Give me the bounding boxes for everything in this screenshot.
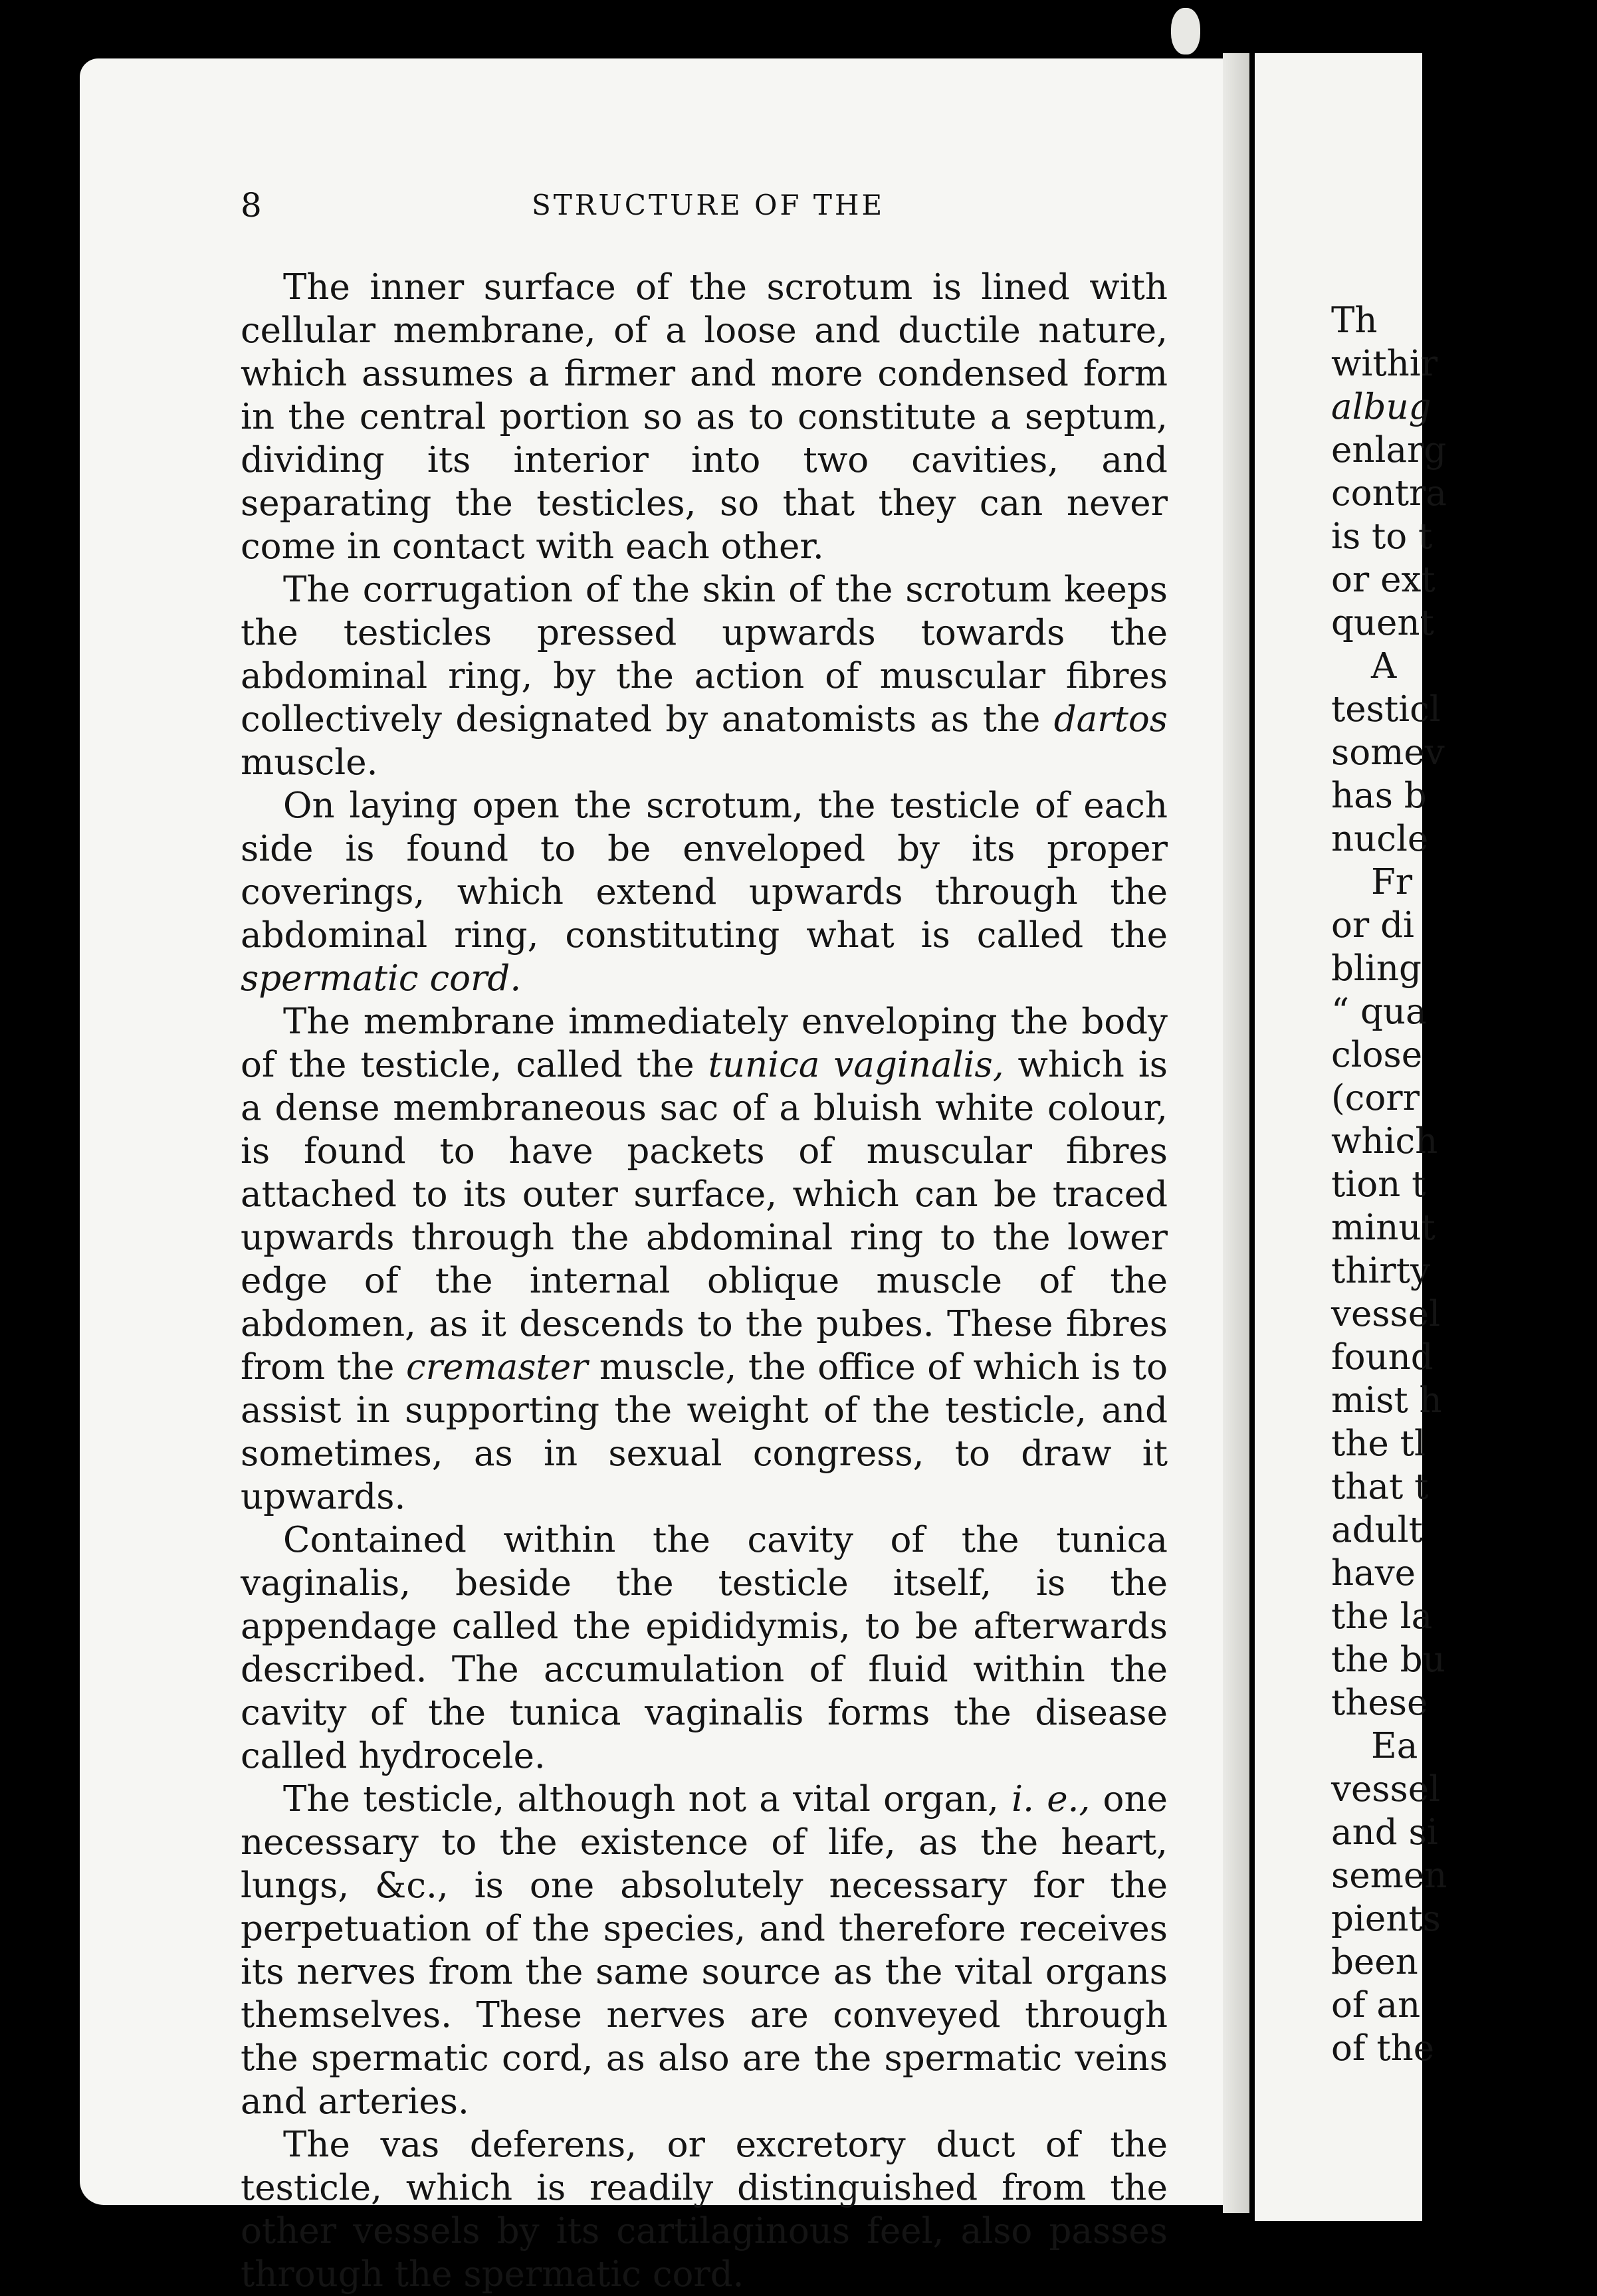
right-page-line: quent — [1331, 603, 1434, 643]
right-page — [1255, 53, 1447, 2221]
paragraph: The vas deferens, or excretory duct of the testicle, which is readily distinguished from the other vessels by its cartilaginous feel, also passes through the spermatic cord. — [241, 2125, 1168, 2295]
right-page-line: bling — [1331, 948, 1422, 989]
right-page-line: the tl — [1331, 1423, 1426, 1464]
paragraph: On laying open the scrotum, the testicle of each side is found to be enveloped by its proper coverings, which extend upwards through the abdominal ring, constituting what is called the spermatic cord. — [241, 785, 1168, 999]
right-page-line: close — [1331, 1035, 1423, 1075]
right-page-line: “ qua — [1331, 991, 1427, 1032]
paragraph: The testicle, although not a vital organ, i. e., one necessary to the existence of life, as the heart, lungs, &c., is one absolutely necessary for the perpetuation of the species, and therefore receives its nerves from the same source as the vital organs themselves. These nerves are conveyed through the spermatic cord, as also are the spermatic veins and arteries. — [241, 1779, 1168, 2122]
ink-blot — [1171, 8, 1200, 54]
right-page-line: or ext — [1331, 560, 1436, 600]
right-page-line: these — [1331, 1683, 1428, 1723]
right-page-line: enlarg — [1331, 430, 1447, 470]
right-page-line: minut — [1331, 1207, 1436, 1248]
right-page-line: which — [1331, 1121, 1438, 1162]
page-fold — [1223, 53, 1249, 2213]
paragraph: Contained within the cavity of the tunica vaginalis, beside the testicle itself, is the appendage called the epididymis, to be afterwards described. The accumulation of fluid within the cavity of the tunica vaginalis forms the disease called hydrocele. — [241, 1520, 1168, 1776]
right-page-text — [1331, 299, 1597, 2070]
right-page-line: somev — [1331, 732, 1445, 773]
body-text — [241, 266, 1168, 2296]
right-page-line: has b — [1331, 776, 1427, 816]
right-page-line: vessel — [1331, 1294, 1441, 1334]
right-page-line: withir — [1331, 344, 1438, 384]
page-number: 8 — [241, 186, 262, 225]
right-page-line: vessel — [1331, 1769, 1441, 1810]
right-page-line: and si — [1331, 1812, 1438, 1853]
right-page-line: mist h — [1331, 1380, 1442, 1421]
right-page-line: semen — [1331, 1855, 1447, 1896]
running-title: STRUCTURE OF THE — [532, 189, 885, 221]
right-page-line: adult — [1331, 1510, 1423, 1550]
right-page-line: Fr — [1371, 862, 1413, 902]
paragraph: The membrane immediately enveloping the body of the testicle, called the tunica vaginalis, which is a dense membraneous sac of a bluish white colour, is found to have packets of muscular fibres attached to its outer surface, which can be traced upwards through the abdominal ring to the lower edge of the internal oblique muscle of the abdomen, as it descends to the pubes. These fibres from the cremaster muscle, the office of which is to assist in supporting the weight of the testicle, and sometimes, as in sexual congress, to draw it upwards. — [241, 1001, 1168, 1517]
right-page-line: or di — [1331, 905, 1414, 946]
right-page-line: pients — [1331, 1899, 1441, 1939]
paragraph: The inner surface of the scrotum is lined with cellular membrane, of a loose and ductile nature, which assumes a firmer and more condensed form in the central portion so as to constitute a septum, dividing its interior into two cavities, and separating the testicles, so that they can never come in contact with each other. — [241, 267, 1168, 567]
right-page-line: tion t — [1331, 1164, 1426, 1205]
right-page-line: the bu — [1331, 1639, 1445, 1680]
right-page-line: that t — [1331, 1467, 1429, 1507]
right-page-line: Ea — [1371, 1726, 1418, 1766]
right-page-line: (corr — [1331, 1078, 1420, 1118]
right-page-line: nucle — [1331, 819, 1429, 859]
paragraph: The corrugation of the skin of the scrotum keeps the testicles pressed upwards towards the abdominal ring, by the action of muscular fibres collectively designated by anatomists as the dartos muscle. — [241, 570, 1168, 783]
right-page-line: the la — [1331, 1596, 1433, 1637]
right-page-line: contra — [1331, 473, 1447, 514]
right-page-line: albug — [1331, 387, 1432, 427]
right-page-line: of the — [1331, 2028, 1435, 2069]
right-page-line: testicl — [1331, 689, 1441, 730]
right-page-line: A — [1371, 646, 1397, 686]
right-page-line: Th — [1331, 300, 1378, 341]
right-page-line: of an — [1331, 1985, 1421, 2026]
right-page-line: found — [1331, 1337, 1434, 1378]
right-page-line: is to t — [1331, 516, 1433, 557]
right-page-line: have — [1331, 1553, 1416, 1594]
right-page-line: been — [1331, 1942, 1418, 1982]
right-page-line: thirty — [1331, 1251, 1430, 1291]
